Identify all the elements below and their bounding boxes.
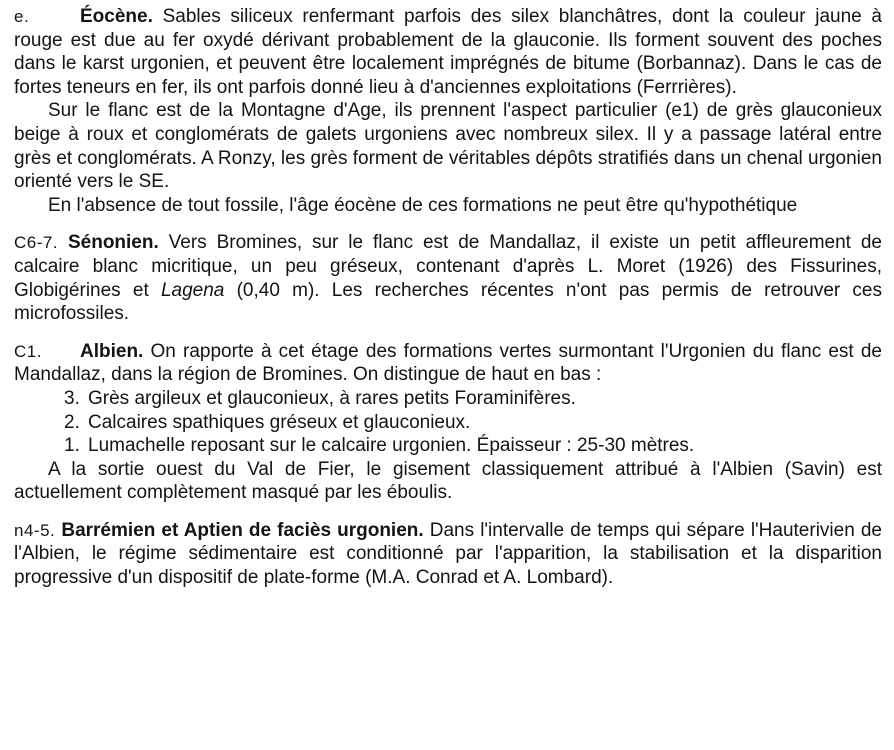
albien-code: C1. bbox=[14, 341, 42, 361]
albien-text: On rapporte à cet étage des formations vertes surmontant l'Urgonien du flanc est de Mandallaz, dans la région de Bromines. On distingue de haut en bas : bbox=[14, 340, 882, 386]
senonien-lagena: Lagena bbox=[160, 279, 225, 301]
barremien-code: n4-5. bbox=[14, 520, 56, 540]
senonien-text-a: Vers Bromines, sur le flanc est de Mandallaz, il existe un petit affleurement de calcaire blanc micritique, un peu gréseux, contenant d'après L. Moret (1926) des Fissurines, Globigérines et bbox=[14, 232, 882, 301]
section-gap bbox=[14, 505, 882, 519]
eocene-paragraph-3: En l'absence de tout fossile, l'âge éocène de ces formations ne peut être qu'hypothétique bbox=[48, 194, 798, 216]
barremien-text: Dans l'intervalle de temps qui sépare l'Hauterivien de l'Albien, le régime sédimentaire est conditionné par l'apparition, la stabilisation et la disparition progressive d'un dispositif de plate-forme (M.A. Conrad et A. Lombard). bbox=[14, 519, 883, 589]
section-albien bbox=[14, 340, 882, 505]
section-barremien bbox=[14, 519, 882, 590]
list-item-text: Grès argileux et glauconieux, à rares petits Foraminifères. bbox=[88, 387, 576, 409]
section-eocene bbox=[14, 5, 882, 217]
list-item bbox=[14, 411, 882, 435]
list-item bbox=[14, 387, 882, 411]
section-senonien bbox=[14, 231, 882, 325]
eocene-code: e. bbox=[14, 7, 30, 26]
eocene-text: Sables siliceux renfermant parfois des silex blanchâtres, dont la couleur jaune à rouge est due au fer oxydé dérivant probablement de la glauconie. Ils forment souvent des poches dans le karst urgonien, et peuvent être localement imprégnés de bitume (Borbannaz). Dans le cas de fortes teneurs en fer, ils ont parfois donné lieu à d'anciennes exploitations (Ferrrières). bbox=[14, 6, 882, 98]
section-gap bbox=[14, 217, 882, 231]
eocene-title: Éocène. bbox=[80, 6, 153, 27]
albien-title: Albien. bbox=[80, 340, 144, 362]
list-item-text: Lumachelle reposant sur le calcaire urgonien. Épaisseur : 25-30 mètres. bbox=[88, 435, 695, 457]
list-item-number: 2. bbox=[64, 411, 80, 433]
barremien-title: Barrémien et Aptien de faciès urgonien. bbox=[61, 519, 424, 541]
senonien-code: C6-7. bbox=[14, 233, 59, 253]
list-item-number: 3. bbox=[64, 387, 80, 409]
albien-paragraph-1 bbox=[14, 340, 882, 387]
barremien-paragraph bbox=[14, 519, 882, 590]
list-item bbox=[14, 434, 882, 458]
senonien-text-b: (0,40 m). Les recherches récentes n'ont pas permis de retrouver ces microfossiles. bbox=[14, 279, 882, 325]
albien-paragraph-2: A la sortie ouest du Val de Fier, le gisement classiquement attribué à l'Albien (Savin) est actuellement complètement masqué par les éboulis. bbox=[14, 458, 882, 504]
senonien-title: Sénonien. bbox=[67, 232, 159, 254]
eocene-paragraph-2: Sur le flanc est de la Montagne d'Age, ils prennent l'aspect particulier (e1) de grès glauconieux beige à roux et conglomérats de galets urgoniens avec nombreux silex. Il y a passage latéral entre grès et conglomérats. A Ronzy, les grès forment de véritables dépôts stratifiés dans un chenal urgonien orienté vers le SE. bbox=[14, 100, 882, 193]
albien-list bbox=[14, 387, 882, 458]
list-item-text: Calcaires spathiques gréseux et glauconieux. bbox=[88, 411, 471, 433]
list-item-number: 1. bbox=[64, 435, 80, 457]
section-gap bbox=[14, 326, 882, 340]
senonien-paragraph bbox=[14, 231, 882, 325]
eocene-paragraph-1 bbox=[14, 5, 882, 99]
